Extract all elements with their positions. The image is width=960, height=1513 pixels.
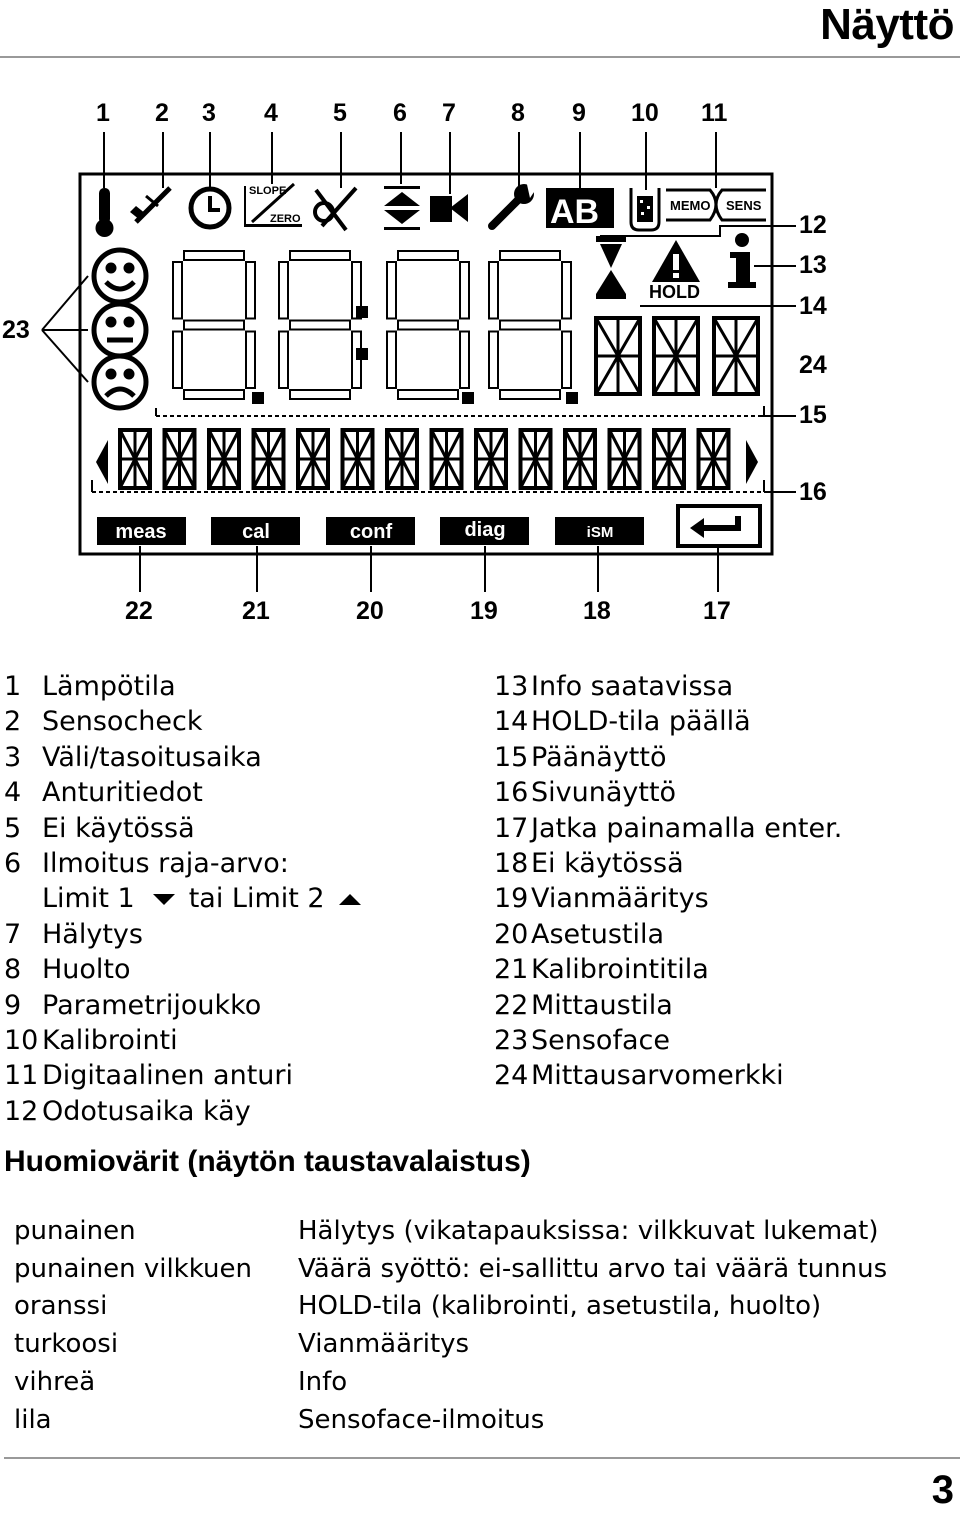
side-char-9 [476,430,506,488]
memo-sens-icon [666,190,766,220]
legend-item [494,669,842,704]
legend-item [4,740,361,775]
main-digit-3 [386,250,470,400]
legend-number: 13 [494,671,529,702]
thermometer-icon [96,188,114,237]
legend-text: Päänäyttö [531,741,667,773]
memo-label: MEMO [670,198,711,213]
slope-zero-icon [244,184,302,227]
legend-item [4,1094,361,1129]
side-char-8 [432,430,462,488]
legend-number: 6 [4,848,22,880]
callout-bottom-18: 18 [583,597,611,625]
color-name: punainen [14,1216,136,1246]
color-name: vihreä [14,1366,96,1397]
side-char-14 [699,430,729,488]
display-frame [80,174,772,554]
page-number: 3 [931,1468,954,1512]
legend-item [4,1023,361,1058]
diag-label: diag [464,519,506,541]
alarm-icon [430,194,468,222]
color-name: lila [14,1404,52,1435]
legend-text: Kalibrointitila [531,954,709,986]
legend-number: 16 [494,777,529,809]
legend-text: tai Limit 2 [188,883,325,915]
legend-item [494,704,842,739]
side-display [120,430,729,488]
slope-label: SLOPE [249,185,287,197]
main-digit-1 [172,250,256,400]
legend-text: Ilmoitus raja-arvo: [42,848,289,880]
callout-top-7: 7 [442,99,456,127]
side-char-4 [254,430,284,488]
legend-item [4,952,361,987]
meas-label: meas [115,521,167,543]
legend-number: 9 [4,989,22,1021]
legend-item [494,952,842,987]
callout-top-5: 5 [333,99,347,127]
legend-item [4,704,361,739]
unit-char-1 [596,318,640,394]
legend-text: Ei käytössä [42,812,195,844]
callout-top-6: 6 [393,99,407,127]
legend-text: HOLD-tila päällä [531,706,751,738]
legend-number: 17 [494,812,529,844]
legend-number: 3 [4,741,22,773]
clock-icon [191,189,229,227]
legend-item [4,881,361,916]
legend-item [4,846,361,881]
legend-text: Sensocheck [42,706,203,738]
legend-item [4,988,361,1023]
legend-number: 5 [4,812,22,844]
side-char-12 [610,430,640,488]
legend-text: Asetustila [531,918,665,950]
sensoface-happy-icon [94,250,146,302]
side-char-13 [654,430,684,488]
legend-text: Parametrijoukko [42,989,262,1021]
legend-number: 1 [4,671,22,702]
side-char-10 [521,430,551,488]
color-meaning: Hälytys (vikatapauksissa: vilkkuvat lukemat) [298,1216,879,1246]
legend-text: Digitaalinen anturi [42,1060,293,1092]
main-digit-4 [488,250,572,400]
unit-char-2 [654,318,698,394]
ab-label: AB [550,193,600,231]
enter-icon [678,506,760,546]
color-name: oranssi [14,1291,108,1322]
legend-text: Odotusaika käy [42,1095,251,1127]
color-names [14,1213,252,1439]
main-digit-2 [278,250,362,400]
legend-number: 2 [4,706,22,738]
parameter-set-icon [546,188,614,231]
legend-text: Vianmääritys [531,883,709,915]
legend-item [494,740,842,775]
legend-right [494,669,842,1094]
legend-number: 19 [494,883,529,915]
legend-number: 18 [494,848,529,880]
top-callout-lines [104,132,716,194]
color-meaning: Info [298,1366,348,1397]
conf-label: conf [349,521,393,543]
zero-label: ZERO [270,213,301,225]
sensoface-sad-icon [94,356,146,408]
legend-item [4,917,361,952]
calibration-beaker-icon [631,188,659,230]
callout-right-15: 15 [799,401,827,429]
limit-1-icon [153,894,175,905]
legend-text: Kalibrointi [42,1025,178,1057]
legend-text: Anturitiedot [42,777,203,809]
legend-number: 7 [4,918,22,950]
legend-item [494,881,842,916]
side-char-2 [165,430,195,488]
legend-item [494,917,842,952]
hourglass-icon [596,236,626,299]
callout-top-2: 2 [155,99,169,127]
legend-item [4,669,361,704]
callout-bottom-17: 17 [703,597,731,625]
legend-text: Limit 1 [42,883,135,915]
legend-item [494,988,842,1023]
legend-item [4,775,361,810]
legend-text: Ei käytössä [531,848,684,880]
page-title: Näyttö [820,0,954,49]
legend-item [4,1058,361,1093]
callout-bottom-19: 19 [470,597,498,625]
hold-label: HOLD [649,282,700,302]
legend-number: 22 [494,989,529,1021]
color-meaning: Väärä syöttö: ei-sallittu arvo tai väärä tunnus [298,1253,888,1284]
callout-top-4: 4 [264,99,278,127]
legend-text: Sivunäyttö [531,777,677,809]
legend-text: Lämpötila [42,671,176,702]
main-display [172,250,578,404]
legend-number: 4 [4,777,22,809]
color-meanings [298,1213,887,1439]
legend-number: 11 [4,1060,39,1092]
legend-number: 23 [494,1025,529,1057]
side-char-11 [565,430,595,488]
callout-top-1: 1 [96,99,110,127]
sensoface-neutral-icon [94,304,146,356]
legend-text: Hälytys [42,918,143,950]
callout-bottom-22: 22 [125,597,153,625]
legend-number: 21 [494,954,529,986]
legend-left [4,669,361,1129]
bottom-divider [4,1457,960,1459]
legend-number: 24 [494,1060,529,1092]
side-char-6 [343,430,373,488]
legend-item [494,1023,842,1058]
callout-top-10: 10 [631,99,659,127]
legend-item [494,1058,842,1093]
color-meaning: HOLD-tila (kalibrointi, asetustila, huolto) [298,1291,822,1322]
callout-right-16: 16 [799,478,827,506]
callout-bottom-21: 21 [242,597,270,625]
legend-text: Väli/tasoitusaika [42,741,262,773]
legend-item [494,775,842,810]
colors-heading: Huomiovärit (näytön taustavalaistus) [4,1145,531,1178]
legend-number: 14 [494,706,529,738]
callout-23: 23 [2,316,30,344]
legend-number: 8 [4,954,22,986]
callout-top-11: 11 [701,99,728,127]
legend-text: Huolto [42,954,131,986]
side-left-arrow-icon [96,440,108,484]
color-meaning: Vianmääritys [298,1329,470,1360]
legend-text: Info saatavissa [531,671,734,702]
side-char-3 [209,430,239,488]
callout-top-8: 8 [511,99,525,127]
info-icon [728,233,756,288]
ism-label: iSM [586,524,614,541]
color-name: turkoosi [14,1329,119,1360]
legend-number: 15 [494,741,529,773]
callout-right-12: 12 [799,211,827,239]
legend-text: Mittausarvomerkki [531,1060,784,1092]
legend-text: Jatka painamalla enter. [531,812,843,844]
legend-item [4,811,361,846]
side-char-7 [387,430,417,488]
sens-label: SENS [726,198,762,213]
legend-number: 10 [4,1025,39,1057]
callout-right-14: 14 [799,292,827,320]
side-char-5 [298,430,328,488]
side-char-1 [120,430,150,488]
side-right-arrow-icon [746,440,758,484]
callout-bottom-20: 20 [356,597,384,625]
callout-top-3: 3 [202,99,216,127]
color-meaning: Sensoface-ilmoitus [298,1404,545,1435]
callout-right-24: 24 [799,351,827,379]
legend-text: Sensoface [531,1025,670,1057]
limit-arrows-icon [384,186,420,230]
cal-label: cal [242,521,270,543]
legend-text: Mittaustila [531,989,673,1021]
legend-item [494,846,842,881]
color-name: punainen vilkkuen [14,1253,252,1284]
legend-number: 20 [494,918,529,950]
hold-warning-icon [649,240,700,302]
limit-2-icon [339,894,361,905]
legend-number: 12 [4,1095,39,1127]
callout-top-9: 9 [572,99,586,127]
unit-char-3 [714,318,758,394]
callout-right-13: 13 [799,251,827,279]
wrench-icon [492,180,538,226]
sensocheck-icon [130,188,170,222]
not-used-icon [315,188,356,230]
unit-display [596,318,758,394]
legend-item [494,811,842,846]
